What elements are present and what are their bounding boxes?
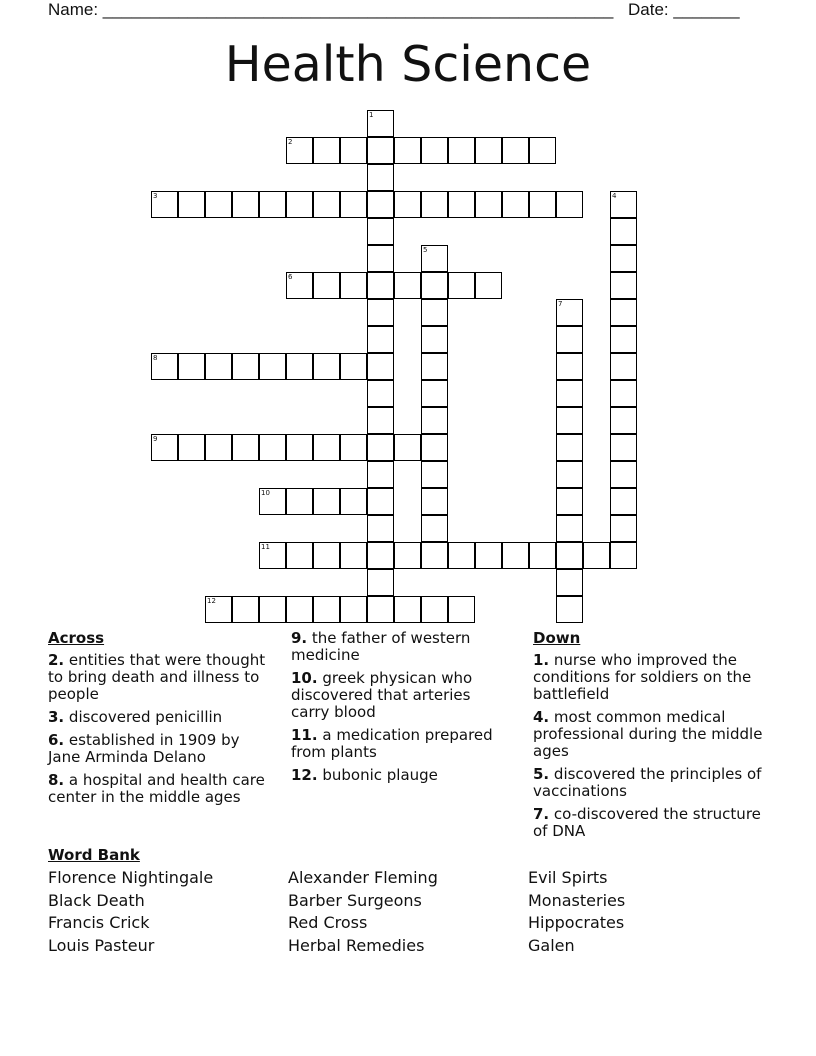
crossword-cell[interactable]	[340, 596, 367, 623]
crossword-cell[interactable]	[367, 218, 394, 245]
crossword-cell[interactable]	[610, 542, 637, 569]
word-bank-item: Black Death	[48, 891, 145, 910]
crossword-cell[interactable]	[367, 461, 394, 488]
clue-number: 8	[153, 354, 158, 362]
crossword-cell[interactable]	[367, 569, 394, 596]
across-heading: Across	[48, 629, 105, 647]
crossword-cell[interactable]	[340, 488, 367, 515]
crossword-cell[interactable]	[610, 218, 637, 245]
crossword-cell[interactable]	[556, 407, 583, 434]
crossword-cell[interactable]	[151, 434, 178, 461]
crossword-cell[interactable]	[529, 191, 556, 218]
crossword-cell[interactable]	[367, 164, 394, 191]
crossword-cell[interactable]	[394, 542, 421, 569]
crossword-cell[interactable]	[313, 434, 340, 461]
crossword-cell[interactable]	[475, 542, 502, 569]
crossword-cell[interactable]	[394, 137, 421, 164]
across-clues-col2	[291, 630, 513, 790]
crossword-cell[interactable]	[421, 380, 448, 407]
crossword-cell[interactable]	[367, 110, 394, 137]
across-clues-col1	[48, 630, 270, 812]
crossword-cell[interactable]	[610, 461, 637, 488]
crossword-cell[interactable]	[259, 353, 286, 380]
crossword-cell[interactable]	[448, 137, 475, 164]
clue-across-3: 3. discovered penicillin	[48, 708, 223, 726]
clue-number: 12	[207, 597, 216, 605]
clue-number: 5	[423, 246, 428, 254]
crossword-cell[interactable]	[367, 596, 394, 623]
crossword-cell[interactable]	[610, 488, 637, 515]
clue-number: 6	[288, 273, 293, 281]
crossword-cell[interactable]	[610, 326, 637, 353]
word-bank-item: Herbal Remedies	[288, 936, 425, 955]
crossword-cell[interactable]	[421, 434, 448, 461]
crossword-cell[interactable]	[205, 434, 232, 461]
crossword-cell[interactable]	[529, 542, 556, 569]
page-title: Health Science	[224, 36, 592, 93]
word-bank-item: Monasteries	[528, 891, 626, 910]
crossword-cell[interactable]	[286, 434, 313, 461]
crossword-cell[interactable]	[367, 137, 394, 164]
word-bank-item: Louis Pasteur	[48, 936, 155, 955]
crossword-cell[interactable]	[448, 272, 475, 299]
clue-number: 10	[261, 489, 270, 497]
clue-number: 2	[288, 138, 293, 146]
down-heading: Down	[533, 629, 581, 647]
crossword-cell[interactable]	[286, 353, 313, 380]
date-field[interactable]: Date: _______	[628, 0, 740, 19]
crossword-cell[interactable]	[556, 353, 583, 380]
crossword-cell[interactable]	[421, 542, 448, 569]
clue-across-11: 11. a medication prepared from plants	[291, 726, 493, 761]
clue-number: 1	[369, 111, 374, 119]
crossword-cell[interactable]	[286, 542, 313, 569]
crossword-cell[interactable]	[556, 434, 583, 461]
crossword-cell[interactable]	[259, 488, 286, 515]
crossword-cell[interactable]	[313, 191, 340, 218]
crossword-cell[interactable]	[475, 137, 502, 164]
crossword-cell[interactable]	[556, 326, 583, 353]
crossword-cell[interactable]	[421, 272, 448, 299]
crossword-cell[interactable]	[313, 137, 340, 164]
crossword-cell[interactable]	[205, 353, 232, 380]
clue-down-4: 4. most common medical professional during the middle ages	[533, 708, 763, 760]
clue-across-2: 2. entities that were thought to bring death and illness to people	[48, 651, 266, 703]
crossword-cell[interactable]	[367, 407, 394, 434]
crossword-cell[interactable]	[421, 245, 448, 272]
crossword-cell[interactable]	[205, 596, 232, 623]
crossword-cell[interactable]	[448, 596, 475, 623]
crossword-cell[interactable]	[367, 326, 394, 353]
crossword-cell[interactable]	[340, 434, 367, 461]
crossword-cell[interactable]	[232, 191, 259, 218]
clue-across-6: 6. established in 1909 by Jane Arminda Delano	[48, 731, 240, 766]
crossword-cell[interactable]	[286, 191, 313, 218]
word-bank-item: Hippocrates	[528, 913, 625, 932]
crossword-cell[interactable]	[502, 137, 529, 164]
clue-down-7: 7. co-discovered the structure of DNA	[533, 805, 761, 840]
crossword-cell[interactable]	[259, 434, 286, 461]
crossword-cell[interactable]	[313, 488, 340, 515]
crossword-cell[interactable]	[286, 272, 313, 299]
crossword-cell[interactable]	[502, 191, 529, 218]
crossword-cell[interactable]	[340, 137, 367, 164]
crossword-cell[interactable]	[556, 596, 583, 623]
crossword-cell[interactable]	[394, 596, 421, 623]
crossword-cell[interactable]	[367, 380, 394, 407]
word-bank-item: Red Cross	[288, 913, 368, 932]
word-bank-heading: Word Bank	[48, 846, 140, 864]
crossword-cell[interactable]	[421, 353, 448, 380]
crossword-cell[interactable]	[367, 299, 394, 326]
crossword-cell[interactable]	[340, 191, 367, 218]
word-bank-item: Barber Surgeons	[288, 891, 422, 910]
crossword-cell[interactable]	[313, 596, 340, 623]
crossword-cell[interactable]	[556, 299, 583, 326]
crossword-cell[interactable]	[475, 272, 502, 299]
word-bank-item: Florence Nightingale	[48, 868, 214, 887]
crossword-cell[interactable]	[421, 461, 448, 488]
crossword-cell[interactable]	[367, 515, 394, 542]
crossword-cell[interactable]	[610, 272, 637, 299]
crossword-cell[interactable]	[367, 353, 394, 380]
clue-across-10: 10. greek physican who discovered that arteries carry blood	[291, 669, 473, 721]
crossword-cell[interactable]	[340, 542, 367, 569]
crossword-cell[interactable]	[151, 191, 178, 218]
crossword-cell[interactable]	[340, 353, 367, 380]
crossword-cell[interactable]	[502, 542, 529, 569]
crossword-cell[interactable]	[178, 434, 205, 461]
crossword-cell[interactable]	[475, 191, 502, 218]
crossword-cell[interactable]	[421, 407, 448, 434]
down-clues	[533, 630, 773, 846]
crossword-cell[interactable]	[286, 596, 313, 623]
crossword-cell[interactable]	[151, 353, 178, 380]
crossword-cell[interactable]	[610, 515, 637, 542]
crossword-cell[interactable]	[259, 596, 286, 623]
crossword-cell[interactable]	[610, 299, 637, 326]
crossword-cell[interactable]	[232, 434, 259, 461]
crossword-cell[interactable]	[286, 488, 313, 515]
crossword-cell[interactable]	[259, 542, 286, 569]
crossword-cell[interactable]	[556, 461, 583, 488]
crossword-cell[interactable]	[421, 137, 448, 164]
crossword-cell[interactable]	[421, 299, 448, 326]
crossword-cell[interactable]	[340, 272, 367, 299]
crossword-cell[interactable]	[205, 191, 232, 218]
crossword-cell[interactable]	[232, 353, 259, 380]
crossword-cell[interactable]	[529, 137, 556, 164]
crossword-cell[interactable]	[448, 542, 475, 569]
crossword-cell[interactable]	[421, 515, 448, 542]
crossword-cell[interactable]	[556, 191, 583, 218]
crossword-cell[interactable]	[394, 191, 421, 218]
crossword-cell[interactable]	[259, 191, 286, 218]
crossword-cell[interactable]	[610, 434, 637, 461]
name-field[interactable]: Name: ______________________________________________________	[48, 0, 614, 19]
crossword-cell[interactable]	[367, 434, 394, 461]
clue-number: 3	[153, 192, 158, 200]
crossword-cell[interactable]	[178, 353, 205, 380]
clue-number: 9	[153, 435, 158, 443]
crossword-cell[interactable]	[367, 488, 394, 515]
crossword-cell[interactable]	[421, 326, 448, 353]
crossword-cell[interactable]	[313, 353, 340, 380]
clue-number: 7	[558, 300, 563, 308]
word-bank-item: Evil Spirts	[528, 868, 608, 887]
crossword-cell[interactable]	[610, 353, 637, 380]
crossword-cell[interactable]	[367, 191, 394, 218]
crossword-cell[interactable]	[178, 191, 205, 218]
crossword-cell[interactable]	[367, 245, 394, 272]
crossword-cell[interactable]	[610, 245, 637, 272]
crossword-cell[interactable]	[610, 191, 637, 218]
crossword-cell[interactable]	[367, 272, 394, 299]
crossword-cell[interactable]	[421, 191, 448, 218]
crossword-cell[interactable]	[313, 542, 340, 569]
crossword-cell[interactable]	[394, 434, 421, 461]
crossword-cell[interactable]	[421, 596, 448, 623]
clue-number: 4	[612, 192, 617, 200]
crossword-cell[interactable]	[394, 272, 421, 299]
word-bank-item: Galen	[528, 936, 575, 955]
crossword-cell[interactable]	[232, 596, 259, 623]
word-bank-item: Alexander Fleming	[288, 868, 438, 887]
clue-across-12: 12. bubonic plauge	[291, 766, 438, 784]
crossword-cell[interactable]	[421, 488, 448, 515]
crossword-cell[interactable]	[448, 191, 475, 218]
crossword-cell[interactable]	[556, 542, 583, 569]
word-bank-item: Francis Crick	[48, 913, 150, 932]
crossword-cell[interactable]	[610, 407, 637, 434]
crossword-cell[interactable]	[313, 272, 340, 299]
crossword-cell[interactable]	[367, 542, 394, 569]
crossword-cell[interactable]	[583, 542, 610, 569]
crossword-cell[interactable]	[610, 380, 637, 407]
clue-down-5: 5. discovered the principles of vaccinations	[533, 765, 762, 800]
crossword-cell[interactable]	[556, 488, 583, 515]
crossword-cell[interactable]	[556, 380, 583, 407]
clue-across-9: 9. the father of western medicine	[291, 629, 471, 664]
crossword-cell[interactable]	[286, 137, 313, 164]
clue-across-8: 8. a hospital and health care center in the middle ages	[48, 771, 265, 806]
clue-number: 11	[261, 543, 270, 551]
crossword-cell[interactable]	[556, 569, 583, 596]
crossword-cell[interactable]	[556, 515, 583, 542]
clue-down-1: 1. nurse who improved the conditions for soldiers on the battlefield	[533, 651, 752, 703]
